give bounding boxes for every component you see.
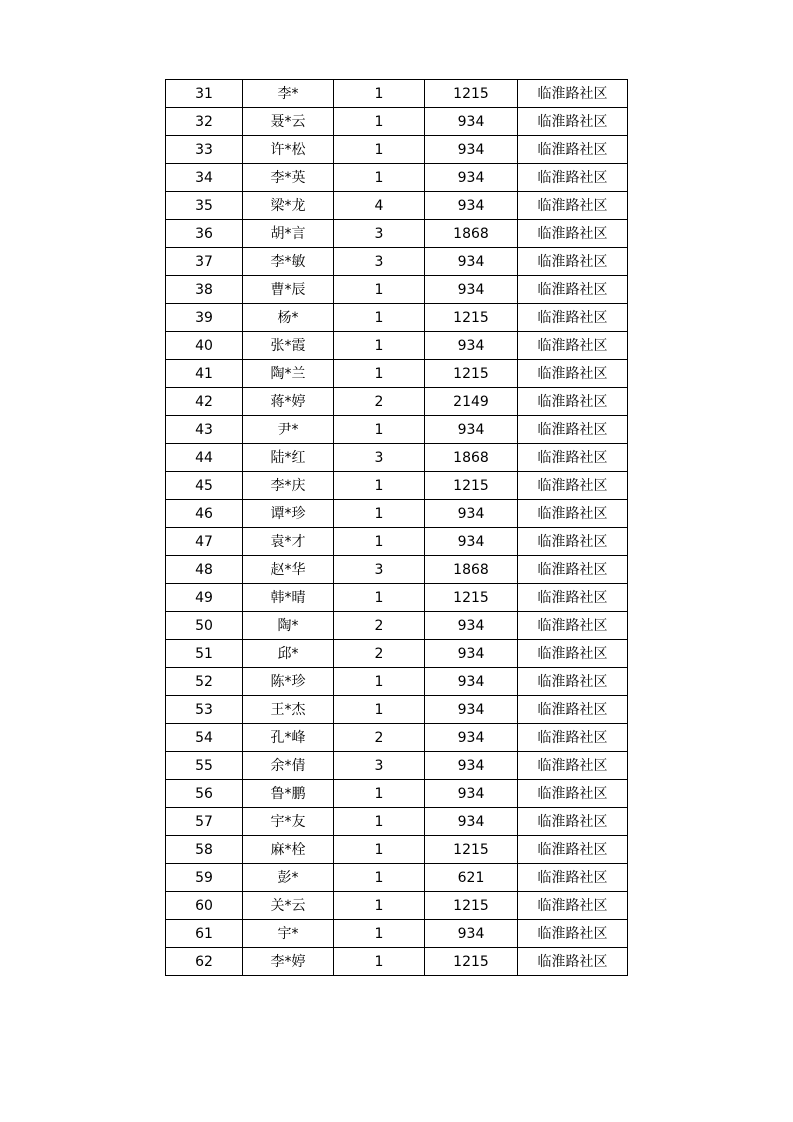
name-cell: 梁*龙 — [243, 192, 334, 220]
name-cell: 鲁*鹏 — [243, 780, 334, 808]
table-row — [166, 556, 628, 584]
row-number-cell: 41 — [166, 360, 243, 388]
name-cell: 杨* — [243, 304, 334, 332]
name-cell: 邱* — [243, 640, 334, 668]
table-row — [166, 612, 628, 640]
row-number-cell: 55 — [166, 752, 243, 780]
community-cell: 临淮路社区 — [518, 472, 628, 500]
row-number-cell: 57 — [166, 808, 243, 836]
table-row — [166, 948, 628, 976]
amount-cell: 934 — [425, 528, 518, 556]
amount-cell: 1868 — [425, 444, 518, 472]
row-number-cell: 31 — [166, 80, 243, 108]
table-row — [166, 332, 628, 360]
table-row — [166, 696, 628, 724]
amount-cell: 934 — [425, 248, 518, 276]
community-cell: 临淮路社区 — [518, 500, 628, 528]
amount-cell: 1215 — [425, 360, 518, 388]
name-cell: 关*云 — [243, 892, 334, 920]
name-cell: 张*霞 — [243, 332, 334, 360]
community-cell: 临淮路社区 — [518, 864, 628, 892]
name-cell: 韩*晴 — [243, 584, 334, 612]
household-count-cell: 2 — [334, 640, 425, 668]
row-number-cell: 52 — [166, 668, 243, 696]
household-count-cell: 2 — [334, 612, 425, 640]
household-count-cell: 1 — [334, 836, 425, 864]
name-cell: 李*婷 — [243, 948, 334, 976]
table-row — [166, 500, 628, 528]
community-cell: 临淮路社区 — [518, 696, 628, 724]
row-number-cell: 48 — [166, 556, 243, 584]
household-count-cell: 1 — [334, 892, 425, 920]
community-cell: 临淮路社区 — [518, 612, 628, 640]
row-number-cell: 45 — [166, 472, 243, 500]
community-cell: 临淮路社区 — [518, 416, 628, 444]
amount-cell: 1868 — [425, 220, 518, 248]
name-cell: 李* — [243, 80, 334, 108]
community-cell: 临淮路社区 — [518, 360, 628, 388]
household-count-cell: 1 — [334, 304, 425, 332]
table-row — [166, 724, 628, 752]
community-cell: 临淮路社区 — [518, 108, 628, 136]
amount-cell: 1215 — [425, 948, 518, 976]
name-cell: 尹* — [243, 416, 334, 444]
table-row — [166, 80, 628, 108]
household-count-cell: 1 — [334, 668, 425, 696]
community-cell: 临淮路社区 — [518, 304, 628, 332]
row-number-cell: 35 — [166, 192, 243, 220]
row-number-cell: 32 — [166, 108, 243, 136]
name-cell: 陈*珍 — [243, 668, 334, 696]
household-count-cell: 1 — [334, 500, 425, 528]
name-cell: 宇* — [243, 920, 334, 948]
amount-cell: 934 — [425, 668, 518, 696]
household-count-cell: 1 — [334, 332, 425, 360]
table-row — [166, 248, 628, 276]
row-number-cell: 39 — [166, 304, 243, 332]
community-cell: 临淮路社区 — [518, 556, 628, 584]
table-row — [166, 836, 628, 864]
name-cell: 李*英 — [243, 164, 334, 192]
table-row — [166, 220, 628, 248]
table-row — [166, 360, 628, 388]
row-number-cell: 34 — [166, 164, 243, 192]
name-cell: 谭*珍 — [243, 500, 334, 528]
community-cell: 临淮路社区 — [518, 724, 628, 752]
household-count-cell: 1 — [334, 864, 425, 892]
row-number-cell: 43 — [166, 416, 243, 444]
household-count-cell: 1 — [334, 948, 425, 976]
row-number-cell: 54 — [166, 724, 243, 752]
table-row — [166, 472, 628, 500]
name-cell: 聂*云 — [243, 108, 334, 136]
amount-cell: 1215 — [425, 836, 518, 864]
community-cell: 临淮路社区 — [518, 780, 628, 808]
community-cell: 临淮路社区 — [518, 668, 628, 696]
household-count-cell: 1 — [334, 108, 425, 136]
community-cell: 临淮路社区 — [518, 640, 628, 668]
name-cell: 陶* — [243, 612, 334, 640]
row-number-cell: 51 — [166, 640, 243, 668]
row-number-cell: 46 — [166, 500, 243, 528]
household-count-cell: 4 — [334, 192, 425, 220]
amount-cell: 1215 — [425, 892, 518, 920]
amount-cell: 1215 — [425, 304, 518, 332]
amount-cell: 934 — [425, 808, 518, 836]
community-cell: 临淮路社区 — [518, 388, 628, 416]
amount-cell: 934 — [425, 136, 518, 164]
table-row — [166, 584, 628, 612]
household-count-cell: 1 — [334, 80, 425, 108]
community-cell: 临淮路社区 — [518, 920, 628, 948]
name-cell: 许*松 — [243, 136, 334, 164]
row-number-cell: 50 — [166, 612, 243, 640]
community-cell: 临淮路社区 — [518, 444, 628, 472]
household-count-cell: 2 — [334, 724, 425, 752]
name-cell: 曹*辰 — [243, 276, 334, 304]
household-count-cell: 1 — [334, 472, 425, 500]
amount-cell: 934 — [425, 920, 518, 948]
row-number-cell: 61 — [166, 920, 243, 948]
table-row — [166, 164, 628, 192]
table-row — [166, 864, 628, 892]
row-number-cell: 37 — [166, 248, 243, 276]
name-cell: 陶*兰 — [243, 360, 334, 388]
community-cell: 临淮路社区 — [518, 80, 628, 108]
household-count-cell: 2 — [334, 388, 425, 416]
amount-cell: 934 — [425, 416, 518, 444]
amount-cell: 2149 — [425, 388, 518, 416]
table-row — [166, 640, 628, 668]
row-number-cell: 36 — [166, 220, 243, 248]
table-row — [166, 276, 628, 304]
amount-cell: 1215 — [425, 584, 518, 612]
table-row — [166, 416, 628, 444]
amount-cell: 934 — [425, 276, 518, 304]
community-cell: 临淮路社区 — [518, 584, 628, 612]
amount-cell: 934 — [425, 780, 518, 808]
household-count-cell: 1 — [334, 584, 425, 612]
household-count-cell: 1 — [334, 360, 425, 388]
name-cell: 陆*红 — [243, 444, 334, 472]
community-cell: 临淮路社区 — [518, 528, 628, 556]
household-count-cell: 1 — [334, 780, 425, 808]
table-row — [166, 108, 628, 136]
household-count-cell: 1 — [334, 696, 425, 724]
community-cell: 临淮路社区 — [518, 136, 628, 164]
table-row — [166, 752, 628, 780]
community-cell: 临淮路社区 — [518, 192, 628, 220]
household-count-cell: 3 — [334, 556, 425, 584]
row-number-cell: 60 — [166, 892, 243, 920]
community-cell: 临淮路社区 — [518, 892, 628, 920]
community-cell: 临淮路社区 — [518, 808, 628, 836]
name-cell: 赵*华 — [243, 556, 334, 584]
community-cell: 临淮路社区 — [518, 276, 628, 304]
name-cell: 麻*栓 — [243, 836, 334, 864]
amount-cell: 934 — [425, 192, 518, 220]
community-cell: 临淮路社区 — [518, 220, 628, 248]
name-cell: 胡*言 — [243, 220, 334, 248]
name-cell: 蒋*婷 — [243, 388, 334, 416]
community-cell: 临淮路社区 — [518, 164, 628, 192]
table-row — [166, 808, 628, 836]
household-count-cell: 3 — [334, 752, 425, 780]
household-count-cell: 3 — [334, 248, 425, 276]
table-row — [166, 528, 628, 556]
name-cell: 孔*峰 — [243, 724, 334, 752]
row-number-cell: 42 — [166, 388, 243, 416]
table-row — [166, 892, 628, 920]
row-number-cell: 38 — [166, 276, 243, 304]
row-number-cell: 33 — [166, 136, 243, 164]
row-number-cell: 47 — [166, 528, 243, 556]
name-cell: 李*庆 — [243, 472, 334, 500]
household-count-cell: 1 — [334, 920, 425, 948]
name-cell: 宇*友 — [243, 808, 334, 836]
amount-cell: 934 — [425, 724, 518, 752]
name-cell: 袁*才 — [243, 528, 334, 556]
household-count-cell: 1 — [334, 136, 425, 164]
amount-cell: 934 — [425, 640, 518, 668]
community-cell: 临淮路社区 — [518, 836, 628, 864]
row-number-cell: 56 — [166, 780, 243, 808]
table-row — [166, 304, 628, 332]
amount-cell: 934 — [425, 696, 518, 724]
table-row — [166, 668, 628, 696]
household-count-cell: 1 — [334, 276, 425, 304]
table-row — [166, 444, 628, 472]
amount-cell: 1868 — [425, 556, 518, 584]
records-table — [165, 79, 628, 976]
household-count-cell: 1 — [334, 164, 425, 192]
amount-cell: 1215 — [425, 80, 518, 108]
community-cell: 临淮路社区 — [518, 948, 628, 976]
community-cell: 临淮路社区 — [518, 332, 628, 360]
household-count-cell: 1 — [334, 416, 425, 444]
name-cell: 李*敏 — [243, 248, 334, 276]
amount-cell: 934 — [425, 752, 518, 780]
table-row — [166, 192, 628, 220]
row-number-cell: 59 — [166, 864, 243, 892]
row-number-cell: 40 — [166, 332, 243, 360]
amount-cell: 1215 — [425, 472, 518, 500]
amount-cell: 934 — [425, 332, 518, 360]
row-number-cell: 62 — [166, 948, 243, 976]
table-row — [166, 920, 628, 948]
amount-cell: 934 — [425, 108, 518, 136]
amount-cell: 934 — [425, 500, 518, 528]
amount-cell: 621 — [425, 864, 518, 892]
household-count-cell: 1 — [334, 528, 425, 556]
household-count-cell: 3 — [334, 444, 425, 472]
name-cell: 王*杰 — [243, 696, 334, 724]
records-body — [166, 80, 628, 976]
household-count-cell: 3 — [334, 220, 425, 248]
community-cell: 临淮路社区 — [518, 248, 628, 276]
household-count-cell: 1 — [334, 808, 425, 836]
table-row — [166, 136, 628, 164]
row-number-cell: 44 — [166, 444, 243, 472]
row-number-cell: 58 — [166, 836, 243, 864]
name-cell: 彭* — [243, 864, 334, 892]
row-number-cell: 49 — [166, 584, 243, 612]
community-cell: 临淮路社区 — [518, 752, 628, 780]
table-row — [166, 780, 628, 808]
amount-cell: 934 — [425, 164, 518, 192]
amount-cell: 934 — [425, 612, 518, 640]
name-cell: 余*倩 — [243, 752, 334, 780]
row-number-cell: 53 — [166, 696, 243, 724]
table-row — [166, 388, 628, 416]
